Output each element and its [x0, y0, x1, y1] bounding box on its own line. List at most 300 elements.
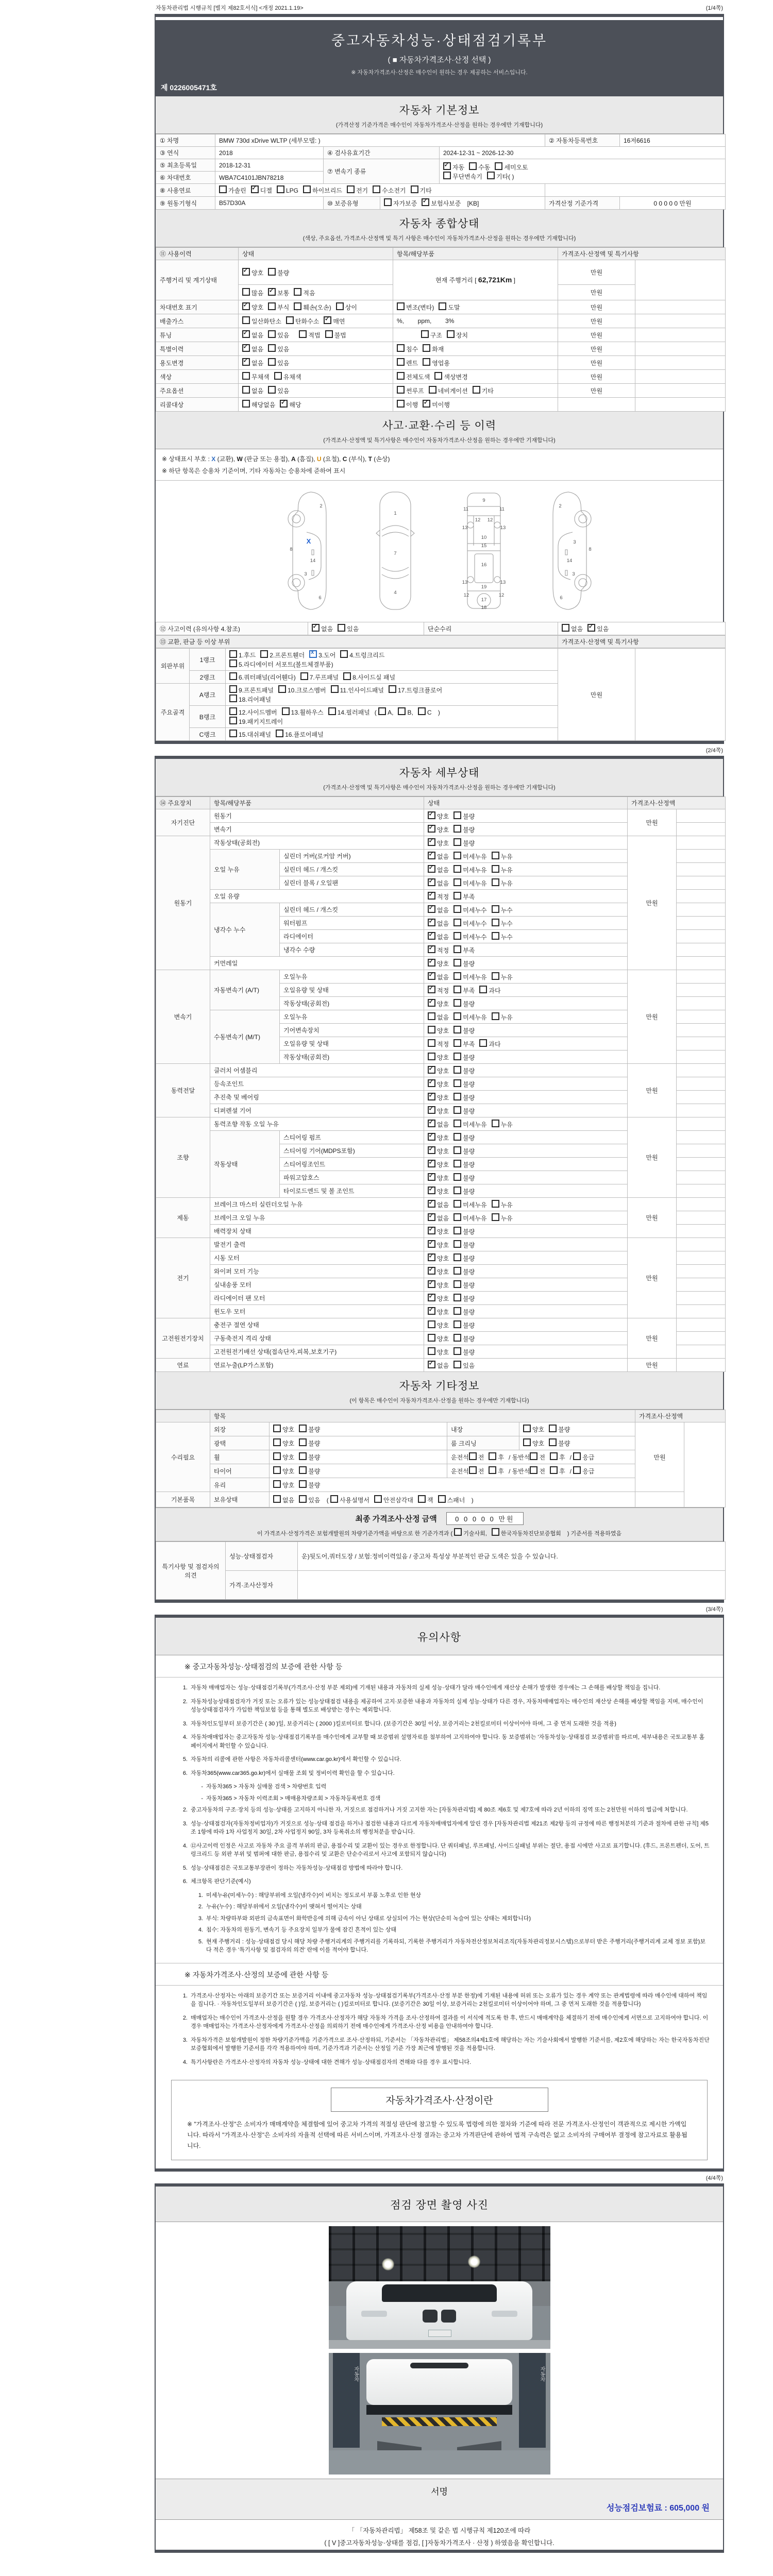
option-18.리어패널 — [229, 694, 271, 704]
inspector-comment: 운)뒷도어,쿼터도장 / 보험:정비이력있음 / 중고차 특성상 부분적인 판금 도색은 있을 수 있습니다. — [298, 1542, 726, 1571]
checkbox-16.플로어패널[interactable] — [276, 730, 283, 737]
rank-label-C랭크: C랭크 — [190, 728, 226, 741]
checkbox-미세누유[interactable] — [453, 1200, 461, 1208]
item-워터펌프: 워터펌프 — [280, 917, 424, 930]
option-label: 미세누수 — [463, 920, 487, 927]
checkbox-누유[interactable] — [492, 865, 499, 873]
checkbox-적정[interactable] — [428, 986, 435, 993]
extra-cell — [635, 649, 726, 741]
checkbox-양호[interactable] — [428, 1307, 435, 1315]
checkbox-양호[interactable] — [428, 1093, 435, 1100]
checkbox-누수[interactable] — [492, 905, 499, 913]
checkbox-유채색[interactable] — [274, 372, 282, 380]
checkbox-불량[interactable] — [453, 1240, 461, 1248]
checkbox-양호[interactable] — [428, 1347, 435, 1355]
checkbox-없음[interactable] — [428, 905, 435, 913]
option-불량 — [299, 1425, 320, 1434]
checkbox-없음[interactable] — [428, 1012, 435, 1020]
checkbox-적정[interactable] — [428, 1039, 435, 1047]
checkbox-없음[interactable] — [428, 1361, 435, 1368]
option-미세누유 — [453, 878, 486, 888]
checkbox-있음[interactable] — [268, 344, 276, 352]
checkbox-3.도어[interactable] — [309, 650, 317, 658]
item-커먼레일: 커먼레일 — [210, 957, 424, 970]
law-reference: 자동차관리법 시행규칙 [별지 제82호서식] <개정 2021.1.19> — [156, 5, 304, 11]
checkbox-렌트[interactable] — [397, 358, 405, 366]
checkbox-세미오토[interactable] — [495, 162, 502, 170]
option-label: 불량 — [463, 1174, 475, 1182]
checkbox-양호[interactable] — [428, 1267, 435, 1275]
checkbox-상이[interactable] — [336, 302, 344, 310]
price-survey-infobox — [171, 2080, 708, 2160]
option-label: 양호 — [437, 1255, 449, 1262]
checkbox-불량[interactable] — [453, 1079, 461, 1087]
checkbox-8.사이드실 패널[interactable] — [343, 672, 351, 680]
checkbox-불량[interactable] — [453, 1066, 461, 1074]
checkbox-전[interactable] — [469, 1452, 477, 1460]
checkbox-일산화탄소[interactable] — [242, 316, 250, 324]
checkbox-누유[interactable] — [492, 878, 499, 886]
device-제동: 제동 — [156, 1198, 210, 1238]
checkbox-양호[interactable] — [428, 1240, 435, 1248]
text: 운전석 — [451, 1454, 469, 1461]
checkbox-양호[interactable] — [428, 1146, 435, 1154]
checkbox-없음[interactable] — [273, 1495, 281, 1503]
checkbox-자동[interactable] — [443, 162, 451, 170]
checkbox-디젤[interactable] — [251, 185, 259, 193]
checkbox-18.리어패널[interactable] — [229, 694, 237, 702]
checkbox-양호[interactable] — [523, 1425, 531, 1432]
status-options — [424, 1117, 628, 1131]
checkbox-적법[interactable] — [299, 330, 307, 338]
checkbox-불량[interactable] — [453, 1133, 461, 1141]
checkbox-양호[interactable] — [428, 1334, 435, 1342]
checkbox-불량[interactable] — [268, 268, 276, 276]
checkbox-14.필러패널[interactable] — [328, 707, 336, 715]
checkbox-10.크로스멤버[interactable] — [278, 685, 286, 693]
checkbox-양호[interactable] — [273, 1438, 281, 1446]
option-label: 불량 — [463, 1281, 475, 1289]
option-부족 — [453, 986, 475, 995]
option-label: 변조(변타) — [406, 304, 434, 311]
legend-code-T: T — [368, 455, 372, 463]
status-options — [424, 1064, 628, 1077]
notice-item-number: 5. — [182, 1756, 188, 1762]
checkbox-매연[interactable] — [324, 316, 331, 324]
checkbox-양호[interactable] — [428, 1253, 435, 1261]
checkbox-12.사이드멤버[interactable] — [229, 707, 237, 715]
checkbox-이행[interactable] — [397, 400, 405, 408]
checkbox-불법[interactable] — [325, 330, 333, 338]
checkbox-불량[interactable] — [453, 1187, 461, 1194]
checkbox-불량[interactable] — [453, 1320, 461, 1328]
checkbox-불량[interactable] — [453, 811, 461, 819]
checkbox-안전삼각대[interactable] — [374, 1495, 382, 1503]
option-없음 — [428, 1361, 449, 1370]
checkbox-양호[interactable] — [428, 1133, 435, 1141]
infobox-text: ※ "가격조사·산정"은 소비자가 매매계약을 체결함에 있어 중고차 가격의 적절성 판단에 참고할 수 있도록 법령에 의한 절차와 기준에 따라 전문 가격조사·산정인이 객관적으로 제시한 가액입니다. 따라서 "가격조사·산정"은 소비자의 자율적 선택에 따른 서비스이며, 가격조사·산정 결과는 중고차 가격판단에 관하여 법적 구속력은 없고 소비자의 구매여부 결정에 참고자료로 활용됩니다. — [187, 2121, 687, 2149]
checkbox-전[interactable] — [530, 1466, 537, 1474]
checkbox-누유[interactable] — [492, 972, 499, 980]
hold-state-options — [270, 1492, 635, 1507]
checkbox-후[interactable] — [489, 1466, 496, 1474]
checkbox-미세누수[interactable] — [453, 905, 461, 913]
checkbox-양호[interactable] — [428, 1320, 435, 1328]
checkbox-17.트렁크플로어[interactable] — [389, 685, 396, 693]
checkbox-1.후드[interactable] — [229, 650, 237, 658]
checkbox-불량[interactable] — [453, 1053, 461, 1060]
checkbox-없음[interactable] — [428, 919, 435, 926]
checkbox-LPG[interactable] — [277, 185, 284, 193]
checkbox-없음[interactable] — [428, 932, 435, 940]
checkbox-9.프론트패널[interactable] — [229, 685, 237, 693]
checkbox-한국자동차진단보증협회[interactable] — [492, 1528, 499, 1536]
checkbox-양호[interactable] — [273, 1480, 281, 1488]
mileage-price-2: 만원 — [558, 285, 635, 300]
option-label: 불량 — [463, 1027, 475, 1035]
checkbox-있음[interactable] — [338, 624, 345, 632]
checkbox-사용설명서[interactable] — [330, 1495, 338, 1503]
notice-item-number: 5. — [182, 1865, 188, 1871]
checkbox-없음[interactable] — [242, 344, 250, 352]
checkbox-없음[interactable] — [242, 358, 250, 366]
checkbox-전체도색[interactable] — [397, 372, 405, 380]
checkbox-불량[interactable] — [453, 1093, 461, 1100]
checkbox-수소전기[interactable] — [373, 185, 380, 193]
option-보험사보증 — [422, 198, 461, 208]
checkbox-누유[interactable] — [492, 1012, 499, 1020]
checkbox-없음[interactable] — [428, 1120, 435, 1127]
diagram-panel-number-2: 2 — [319, 503, 323, 509]
checkbox-양호[interactable] — [428, 1026, 435, 1033]
checkbox-양호[interactable] — [428, 1173, 435, 1181]
status-options — [424, 917, 628, 930]
checkbox-2.프론트휀더[interactable] — [260, 650, 268, 658]
item-타이로드엔드 및 볼 조인트: 타이로드엔드 및 볼 조인트 — [280, 1184, 424, 1198]
checkbox-불량[interactable] — [453, 1026, 461, 1033]
checkbox-불량[interactable] — [453, 1294, 461, 1301]
checkbox-누수[interactable] — [492, 932, 499, 940]
checkbox-양호[interactable] — [273, 1452, 281, 1460]
checkbox-C[interactable] — [418, 707, 426, 715]
checkbox-양호[interactable] — [428, 838, 435, 846]
checkbox-영업용[interactable] — [423, 358, 430, 366]
checkbox-없음[interactable] — [428, 878, 435, 886]
checkbox-6.쿼터패널(리어휀다)[interactable] — [229, 672, 237, 680]
status-options — [424, 1104, 628, 1117]
checkbox-응급[interactable] — [573, 1452, 581, 1460]
checkbox-불량[interactable] — [453, 1253, 461, 1261]
option-label: LPG — [285, 187, 298, 194]
extra-cell — [677, 957, 726, 970]
checkbox-미세누유[interactable] — [453, 878, 461, 886]
checkbox-있음[interactable] — [268, 358, 276, 366]
checkbox-양호[interactable] — [428, 1106, 435, 1114]
checkbox-양호[interactable] — [273, 1466, 281, 1474]
checkbox-없음[interactable] — [428, 972, 435, 980]
diagram-panel-number-6: 6 — [559, 595, 563, 601]
checkbox-침수[interactable] — [397, 344, 405, 352]
transmission-label: ⑦ 변속기 종류 — [324, 159, 440, 184]
checkbox-과다[interactable] — [479, 986, 487, 993]
diagram-panel-number-8: 8 — [289, 547, 293, 552]
checkbox-가솔린[interactable] — [219, 185, 227, 193]
diagram-panel-number-8: 8 — [588, 547, 592, 552]
option-불량 — [453, 1280, 475, 1290]
extra-cell — [677, 1131, 726, 1144]
checkbox-무단변속기[interactable] — [443, 172, 451, 179]
option-8.사이드실 패널 — [343, 672, 395, 682]
checkbox-누유[interactable] — [492, 852, 499, 859]
exchange-parts-header: ⑬ 교환, 판금 등 이상 부위 — [156, 636, 558, 648]
checkbox-불량[interactable] — [453, 825, 461, 833]
checkbox-불량[interactable] — [453, 1307, 461, 1315]
item-스티어링 펌프: 스티어링 펌프 — [280, 1131, 424, 1144]
checkbox-미세누유[interactable] — [453, 865, 461, 873]
checkbox-적음[interactable] — [294, 288, 301, 296]
option-영업용 — [423, 358, 450, 367]
checkbox-양호[interactable] — [242, 302, 250, 310]
checkbox-불량[interactable] — [453, 1227, 461, 1234]
checkbox-미세누유[interactable] — [453, 852, 461, 859]
option-무채색 — [242, 372, 270, 381]
notice-block — [155, 1615, 724, 2172]
checkbox-양호[interactable] — [428, 1187, 435, 1194]
checkbox-없음[interactable] — [242, 386, 250, 394]
checkbox-양호[interactable] — [428, 811, 435, 819]
checkbox-있음[interactable] — [453, 1361, 461, 1368]
option-label: 미세누유 — [463, 1121, 487, 1128]
checkbox-전[interactable] — [530, 1452, 537, 1460]
checkbox-양호[interactable] — [523, 1438, 531, 1446]
checkbox-무채색[interactable] — [242, 372, 250, 380]
checkbox-불량[interactable] — [299, 1425, 307, 1432]
checkbox-부족[interactable] — [453, 986, 461, 993]
checkbox-부족[interactable] — [453, 892, 461, 900]
checkbox-양호[interactable] — [428, 999, 435, 1007]
status-options — [424, 876, 628, 890]
option-색상변경 — [434, 372, 467, 381]
rank-items — [226, 649, 558, 671]
checkbox-불량[interactable] — [299, 1466, 307, 1474]
option-전 — [469, 1466, 484, 1476]
checkbox-네비게이션[interactable] — [429, 386, 436, 394]
notice-item — [176, 1755, 710, 1764]
checkbox-미세누수[interactable] — [453, 919, 461, 926]
notice-item — [176, 1864, 710, 1873]
checkbox-11.인사이드패널[interactable] — [331, 685, 339, 693]
checkbox-전기[interactable] — [347, 185, 355, 193]
checkbox-변조(변타)[interactable] — [397, 302, 405, 310]
checkbox-없음[interactable] — [242, 330, 250, 338]
checkbox-불량[interactable] — [299, 1452, 307, 1460]
row-item — [393, 314, 558, 328]
extra-cell — [635, 398, 726, 412]
option-없음 — [428, 1200, 449, 1209]
checkbox-누유[interactable] — [492, 1120, 499, 1127]
checkbox-썬루프[interactable] — [397, 386, 405, 394]
checkbox-불량[interactable] — [453, 1280, 461, 1288]
checkbox-전[interactable] — [469, 1466, 477, 1474]
checkbox-미세누수[interactable] — [453, 932, 461, 940]
checkbox-부족[interactable] — [453, 1039, 461, 1047]
checkbox-적정[interactable] — [428, 945, 435, 953]
notice-item — [176, 1720, 710, 1728]
option-label: 있음 — [277, 387, 290, 395]
checkbox-해당[interactable] — [280, 400, 288, 408]
section-price: 만원 — [628, 1064, 677, 1117]
notice-item-number: 3. — [182, 2037, 188, 2043]
checkbox-불량[interactable] — [453, 1267, 461, 1275]
status-options — [424, 1050, 628, 1064]
checkbox-불량[interactable] — [453, 838, 461, 846]
checkbox-양호[interactable] — [428, 1294, 435, 1301]
checkbox-보험사보증[interactable] — [422, 198, 429, 206]
basic-items-label: 기본품목 — [156, 1492, 210, 1507]
repair-needed-label: 수리필요 — [156, 1422, 210, 1492]
checkbox-많음[interactable] — [242, 288, 250, 296]
option-label: 전기 — [356, 187, 368, 194]
checkbox-후[interactable] — [550, 1466, 558, 1474]
checkbox-기타[interactable] — [411, 185, 418, 193]
checkbox-후[interactable] — [550, 1452, 558, 1460]
option-label: 불량 — [463, 1188, 475, 1195]
checkbox-적정[interactable] — [428, 892, 435, 900]
checkbox-없음[interactable] — [562, 624, 569, 632]
checkbox-양호[interactable] — [242, 268, 250, 276]
checkbox-기타( )[interactable] — [487, 172, 495, 179]
page-marker-1: (1/4쪽) — [705, 5, 723, 11]
checkbox-양호[interactable] — [428, 959, 435, 967]
option-수소전기 — [373, 185, 406, 195]
checkbox-불량[interactable] — [453, 959, 461, 967]
checkbox-기술사회,[interactable] — [454, 1528, 462, 1536]
diagram-panel-number-14: 14 — [566, 558, 572, 564]
checkbox-4.트렁크리드[interactable] — [340, 650, 348, 658]
checkbox-보통[interactable] — [268, 288, 276, 296]
etc-label-타이어: 타이어 — [210, 1464, 270, 1478]
checkbox-양호[interactable] — [428, 1280, 435, 1288]
option-label: 양호 — [437, 812, 449, 820]
checkbox-누수[interactable] — [492, 919, 499, 926]
checkbox-5.라디에이터 서포트(볼트체결부품)[interactable] — [229, 659, 237, 667]
checkbox-없음[interactable] — [428, 1213, 435, 1221]
checkbox-화재[interactable] — [423, 344, 430, 352]
checkbox-13.휠하우스[interactable] — [282, 707, 290, 715]
checkbox-과다[interactable] — [479, 1039, 487, 1047]
checkbox-있음[interactable] — [299, 1495, 307, 1503]
checkbox-양호[interactable] — [428, 1066, 435, 1074]
checkbox-도말[interactable] — [439, 302, 446, 310]
option-전 — [469, 1452, 484, 1462]
checkbox-미세누유[interactable] — [453, 1120, 461, 1127]
checkbox-불량[interactable] — [453, 1173, 461, 1181]
checkbox-불량[interactable] — [453, 1160, 461, 1167]
checkbox-없음[interactable] — [428, 852, 435, 859]
checkbox-잭[interactable] — [418, 1495, 426, 1503]
checkbox-미이행[interactable] — [423, 400, 430, 408]
checkbox-양호[interactable] — [428, 1053, 435, 1060]
row-label-주요옵션: 주요옵션 — [156, 384, 239, 398]
option-label: 불량 — [463, 1308, 475, 1316]
checkbox-미세누유[interactable] — [453, 1213, 461, 1221]
checkbox-탄화수소[interactable] — [286, 316, 294, 324]
checkbox-누유[interactable] — [492, 1213, 499, 1221]
status-options — [424, 1265, 628, 1278]
checkbox-불량[interactable] — [453, 1106, 461, 1114]
checkbox-없음[interactable] — [428, 1200, 435, 1208]
checkbox-없음[interactable] — [312, 624, 320, 632]
checkbox-불량[interactable] — [299, 1480, 307, 1488]
checkbox-하이브리드[interactable] — [303, 185, 311, 193]
option-미세누유 — [453, 972, 486, 981]
status-options — [424, 850, 628, 863]
notice-item-text: 자동차인도일부터 보증기간은 ( 30 )일, 보증거리는 ( 2000 )킬로미터로 합니다. (보증기간은 30일 이상, 보증거리는 2천킬로미터 이상이어야 하며, 그 중 먼저 도래한 것을 적용) — [191, 1720, 616, 1727]
checkbox-불량[interactable] — [549, 1425, 557, 1432]
checkbox-응급[interactable] — [573, 1466, 581, 1474]
checkbox-있음[interactable] — [268, 386, 276, 394]
checkbox-양호[interactable] — [273, 1425, 281, 1432]
notice-item-text: 성능·상태점검자(자동차정비업자)가 거짓으로 성능·상태 점검을 하거나 점검한 내용과 다르게 자동차매매업자에게 알린 경우 [자동차관리법 제21조 제2항 등의 규정에 따른 행정처분의 기준과 절차에 관한 규칙] 제5조 1항에 따라 1차 사업정지 30일, 2차 사업정지 90일, 3차 등록취소의 행정처분을 받습니다. — [191, 1820, 709, 1835]
photo-car-front — [346, 2281, 532, 2340]
checkbox-없음[interactable] — [428, 865, 435, 873]
option-label: 매연 — [333, 318, 345, 325]
etc-band — [156, 1372, 723, 1410]
checkbox-구조[interactable] — [421, 330, 429, 338]
checkbox-미세누유[interactable] — [453, 1012, 461, 1020]
checkbox-색상변경[interactable] — [434, 372, 442, 380]
checkbox-스패너[interactable] — [438, 1495, 446, 1503]
checkbox-훼손(오손)[interactable] — [294, 302, 301, 310]
checkbox-미세누유[interactable] — [453, 972, 461, 980]
checkbox-누유[interactable] — [492, 1200, 499, 1208]
checkbox-양호[interactable] — [428, 1160, 435, 1167]
checkbox-자가보증[interactable] — [384, 198, 392, 206]
diagram-panel-number-12: 12 — [487, 517, 493, 523]
option-양호 — [428, 1253, 449, 1263]
checkbox-부족[interactable] — [453, 945, 461, 953]
checkbox-양호[interactable] — [428, 1227, 435, 1234]
checkbox-있음[interactable] — [587, 624, 595, 632]
option-label: 양호 — [437, 1281, 449, 1289]
checkbox-불량[interactable] — [453, 1347, 461, 1355]
row-status — [239, 356, 393, 370]
checkbox-불량[interactable] — [453, 1334, 461, 1342]
checkbox-후[interactable] — [489, 1452, 496, 1460]
option-label: 11.인사이드패널 — [340, 687, 384, 694]
checkbox-기타[interactable] — [473, 386, 480, 394]
checkbox-부식[interactable] — [268, 302, 276, 310]
checkbox-있음[interactable] — [268, 330, 276, 338]
checkbox-19.패키지트레이[interactable] — [229, 717, 237, 724]
checkbox-장치[interactable] — [447, 330, 455, 338]
checkbox-B,[interactable] — [398, 707, 406, 715]
checkbox-불량[interactable] — [549, 1438, 557, 1446]
extra-cell — [677, 1091, 726, 1104]
checkbox-수동[interactable] — [469, 162, 477, 170]
checkbox-불량[interactable] — [453, 999, 461, 1007]
checkbox-15.대쉬패널[interactable] — [229, 730, 237, 737]
checkbox-양호[interactable] — [428, 825, 435, 833]
checkbox-A,[interactable] — [378, 707, 386, 715]
checkbox-양호[interactable] — [428, 1079, 435, 1087]
checkbox-해당없음[interactable] — [242, 400, 250, 408]
checkbox-불량[interactable] — [299, 1438, 307, 1446]
checkbox-7.루프패널[interactable] — [300, 672, 308, 680]
checkbox-불량[interactable] — [453, 1146, 461, 1154]
option-세미오토 — [495, 162, 528, 172]
option-label: 양호 — [437, 1188, 449, 1195]
